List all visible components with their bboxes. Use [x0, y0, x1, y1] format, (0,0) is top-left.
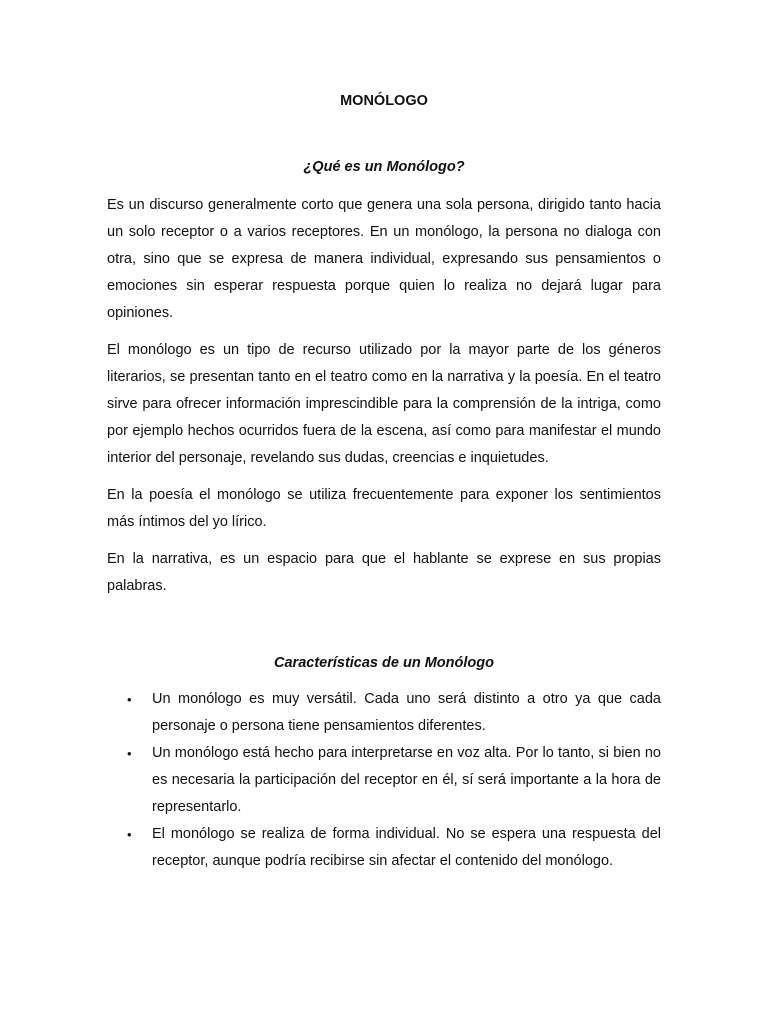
paragraph: En la narrativa, es un espacio para que el hablante se exprese en sus propias palabras.	[107, 551, 661, 594]
paragraph: El monólogo es un tipo de recurso utilizado por la mayor parte de los géneros literarios, se presentan tanto en el teatro como en la narrativa y la poesía. En el teatro sirve para ofrecer información imprescindible para la comprensión de la intriga, como por ejemplo hechos ocurridos fuera de la escena, así como para manifestar el mundo interior del personaje, revelando sus dudas, creencias e inquietudes.	[107, 342, 661, 466]
list-item-text: El monólogo se realiza de forma individual. No se espera una respuesta del receptor, aunque podría recibirse sin afectar el contenido del monólogo.	[152, 826, 661, 869]
document-body	[107, 88, 661, 875]
paragraph: Es un discurso generalmente corto que genera una sola persona, dirigido tanto hacia un solo receptor o a varios receptores. En un monólogo, la persona no dialoga con otra, sino que se expresa de manera individual, expresando sus pensamientos o emociones sin esperar respuesta porque quien lo realiza no dejará lugar para opiniones.	[107, 197, 661, 321]
bullet-icon: •	[127, 692, 132, 707]
bullet-icon: •	[127, 827, 132, 842]
document-title: MONÓLOGO	[340, 93, 428, 109]
list-item-text: Un monólogo es muy versátil. Cada uno será distinto a otro ya que cada personaje o persona tiene pensamientos diferentes.	[152, 691, 661, 734]
list-item	[107, 686, 661, 740]
list-item	[107, 740, 661, 821]
section-heading-que-es: ¿Qué es un Monólogo?	[303, 159, 465, 175]
list-item-text: Un monólogo está hecho para interpretarse en voz alta. Por lo tanto, si bien no es necesaria la participación del receptor en él, sí será importante a la hora de representarlo.	[152, 745, 661, 815]
paragraph: En la poesía el monólogo se utiliza frecuentemente para exponer los sentimientos más íntimos del yo lírico.	[107, 487, 661, 530]
characteristics-list	[107, 686, 661, 875]
section-heading-caracteristicas: Características de un Monólogo	[274, 655, 494, 671]
bullet-icon: •	[127, 746, 132, 761]
list-item	[107, 821, 661, 875]
